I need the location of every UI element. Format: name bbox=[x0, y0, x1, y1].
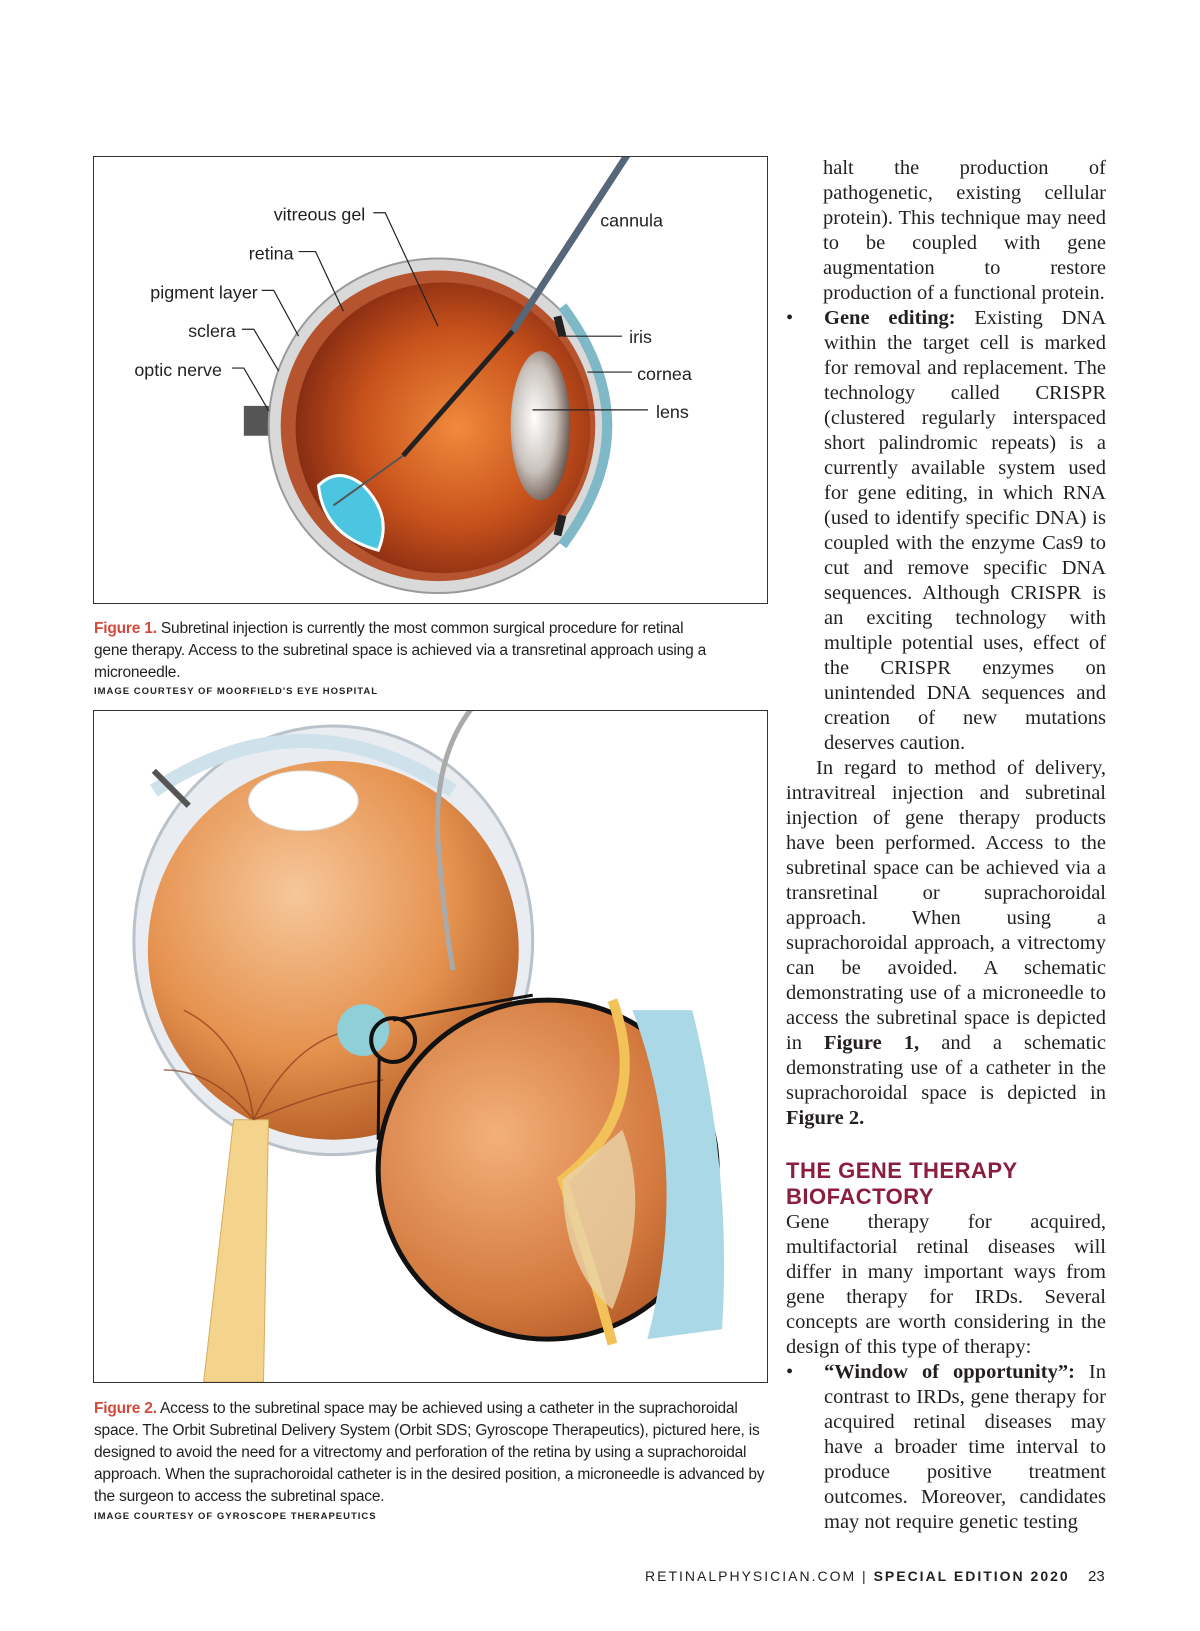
lens-shape-2 bbox=[249, 771, 359, 831]
figure-1-reference: Figure 1, bbox=[824, 1032, 920, 1054]
p2-text-a: In regard to method of delivery, intravitreal injection and subretinal injection of gene therapy products have been performed. Access to the subretinal space can be achieved via a transretinal or suprachoroidal approach. When using a suprachoroidal approach, a vitrectomy can be avoided. A schematic demonstrating use of a microneedle to access the subretinal space is depicted in bbox=[786, 757, 1106, 1054]
lens-shape bbox=[511, 351, 571, 500]
figure-2-reference: Figure 2. bbox=[786, 1107, 865, 1129]
body-text-p3: Gene therapy for acquired, multifactorial retinal diseases will differ in many important ways from gene therapy for IRDs. Several concepts are worth considering in the design of this type of therapy: bbox=[786, 1211, 1106, 1358]
footer-edition: SPECIAL EDITION 2020 bbox=[873, 1568, 1070, 1584]
cannula-shape bbox=[513, 157, 629, 331]
figure-2-caption bbox=[94, 1398, 774, 1508]
bullet-1-term: Gene editing: bbox=[824, 307, 956, 329]
bullet-2-term: “Window of opportunity”: bbox=[824, 1361, 1075, 1383]
bullet-gene-editing bbox=[786, 306, 1106, 756]
figure-1-illustration bbox=[93, 156, 768, 604]
label-vitreous-gel: vitreous gel bbox=[273, 204, 366, 225]
label-sclera: sclera bbox=[188, 321, 236, 342]
footer-site: RETINALPHYSICIAN.COM | bbox=[645, 1568, 874, 1584]
footer-publication bbox=[645, 1568, 1070, 1584]
bullet-item bbox=[786, 1360, 1106, 1535]
body-paragraph-2 bbox=[786, 756, 1106, 1131]
page-number: 23 bbox=[1088, 1568, 1105, 1585]
section-heading-container bbox=[786, 1158, 1106, 1210]
label-cannula: cannula bbox=[600, 210, 663, 231]
suprachoroidal-catheter-diagram bbox=[94, 711, 767, 1382]
body-paragraph-1 bbox=[823, 156, 1106, 306]
bullet-2-text: In contrast to IRDs, gene therapy for acquired retinal diseases may have a broader time interval to produce positive treatment outcomes. Moreover, candidates may not require genetic testing bbox=[824, 1361, 1107, 1533]
figure-2-caption-label: Figure 2. bbox=[94, 1400, 157, 1417]
label-retina: retina bbox=[248, 243, 294, 264]
body-text-p2 bbox=[786, 756, 1106, 1131]
figure-2-caption-text: Access to the subretinal space may be achieved using a catheter in the suprachoroidal space. The Orbit Subretinal Delivery System (Orbit SDS; Gyroscope Therapeutics), pictured here, is designed to avoid the need for a vitrectomy and perforation of the retina by using a suprachoroidal approach. When the suprachoroidal catheter is in the desired position, a microneedle is advanced by the surgeon to access the subretinal space. bbox=[94, 1400, 765, 1505]
figure-1-caption-text: Subretinal injection is currently the most common surgical procedure for retinal gene therapy. Access to the subretinal space is achieved via a transretinal approach using a microneedle. bbox=[94, 620, 707, 681]
p2-text-b: and a schematic demonstrating use of a catheter in the suprachoroidal space is depicted in bbox=[786, 1032, 1106, 1104]
optic-nerve-shape-2 bbox=[204, 1120, 269, 1382]
bullet-1-text: Existing DNA within the target cell is marked for removal and replacement. The technology called CRISPR (clustered regularly interspaced short palindromic repeats) is a currently available system used for gene editing, in which RNA (used to identify specific DNA) is coupled with the enzyme Cas9 to cut and remove specific DNA sequences. Although CRISPR is an exciting technology with multiple potential uses, effect of the CRISPR enzymes on unintended DNA sequences and creation of new mutations deserves caution. bbox=[824, 307, 1106, 754]
bleb-shape-2 bbox=[337, 1004, 389, 1056]
section-heading: THE GENE THERAPY BIOFACTORY bbox=[786, 1158, 1018, 1209]
body-paragraph-3 bbox=[786, 1210, 1106, 1360]
label-pigment-layer: pigment layer bbox=[150, 282, 258, 303]
figure-1-caption-label: Figure 1. bbox=[94, 620, 157, 637]
zoom-line-bottom bbox=[378, 1058, 379, 1140]
bullet-item bbox=[786, 306, 1106, 756]
bullet-window-of-opportunity bbox=[786, 1360, 1106, 1535]
body-text-p1: halt the production of pathogenetic, existing cellular protein). This technique may need to be coupled with gene augmentation to restore production of a functional protein. bbox=[823, 157, 1106, 304]
figure-1-credit: IMAGE COURTESY OF MOORFIELD'S EYE HOSPITAL bbox=[94, 686, 379, 697]
label-iris: iris bbox=[629, 327, 652, 348]
eye-cross-section-diagram bbox=[94, 157, 767, 603]
figure-2-credit: IMAGE COURTESY OF GYROSCOPE THERAPEUTICS bbox=[94, 1511, 377, 1522]
label-lens: lens bbox=[655, 401, 689, 422]
label-cornea: cornea bbox=[637, 364, 692, 384]
label-optic-nerve: optic nerve bbox=[134, 360, 222, 381]
figure-2-illustration bbox=[93, 710, 768, 1383]
figure-1-caption bbox=[94, 618, 714, 684]
